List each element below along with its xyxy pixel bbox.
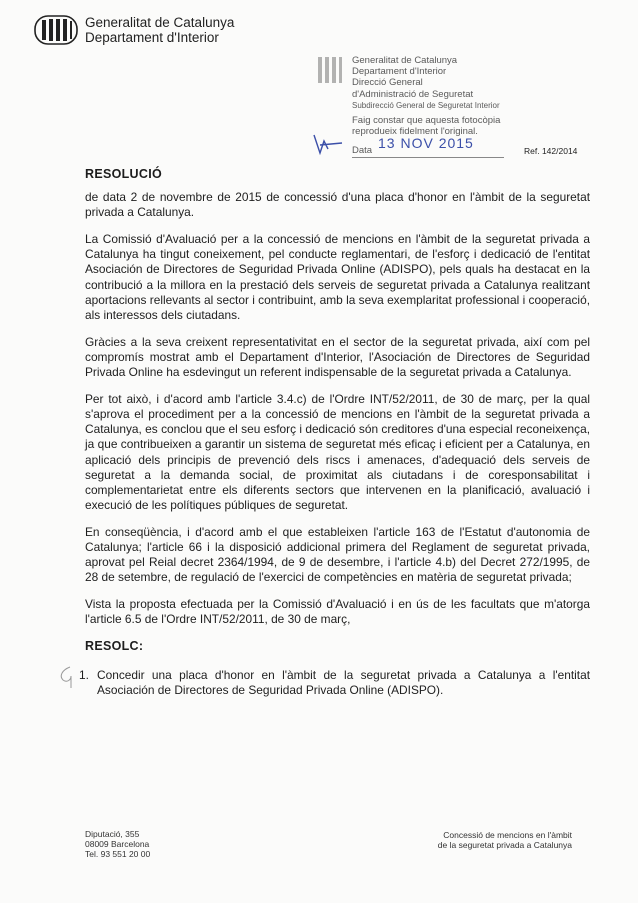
stamp-date-value: 13 NOV 2015 [378, 135, 474, 151]
paragraph-3: Gràcies a la seva creixent representativitat en el sector de la seguretat privada, així com pel compromís mostrat amb el Departament d'Interior, l'Asociación de Directores de Seguridad Privada Online ha esdevingut un referent indispensable de la seguretat privada a Catalunya. [85, 334, 590, 380]
generalitat-logo [34, 15, 78, 45]
document-body [79, 190, 590, 699]
footer-subject [410, 830, 572, 850]
handwritten-signature [310, 131, 350, 157]
org-line-2: Departament d'Interior [85, 30, 219, 45]
stamp-line-2: Departament d'Interior [352, 66, 447, 78]
document-title: RESOLUCIÓ [85, 167, 163, 181]
reference-number: Ref. 142/2014 [524, 146, 578, 156]
paragraph-4: Per tot això, i d'acord amb l'article 3.4.c) de l'Ordre INT/52/2011, de 30 de març, per la qual s'aprova el procediment per a la concessió de mencions en l'àmbit de la seguretat privada a Catalunya, es conclou que el seu esforç i dedicació són creditores d'una especial reconeixença, ja que contribueixen a garantir un sistema de seguretat més eficaç i eficient per a Catalunya, en aplicació dels principis de prevenció dels riscs i amenaces, d'adequació dels serveis de seguretat a la demanda social, de proximitat als ciutadans i de coresponsabilitat i complementarietat entre els diferents sectors que intervenen en la planificació, avaluació i execució de les polítiques públiques de seguretat. [85, 391, 590, 513]
stamp-date-line [352, 135, 504, 158]
stamp-line-4: d'Administració de Seguretat [352, 88, 474, 100]
resolc-heading: RESOLC: [85, 639, 144, 654]
stamp-date-label: Data [352, 145, 373, 156]
footer-address-line-2: 08009 Barcelona [85, 839, 150, 849]
org-line-1: Generalitat de Catalunya [85, 15, 235, 30]
stamp-logo-icon [316, 55, 344, 85]
paragraph-5: En conseqüència, i d'acord amb el que estableixen l'article 163 de l'Estatut d'autonomia de Catalunya; l'article 66 i la disposició addicional primera del Reglament de seguretat privada, aprovat pel Reial decret 2364/1994, de 9 de desembre, i l'article 4.b) del Decret 272/1995, de 28 de setembre, de regulació de l'exercici de competències en matèria de seguretat privada; [85, 524, 590, 585]
stamp-line-1: Generalitat de Catalunya [352, 55, 458, 66]
resolution-item-1 [79, 668, 590, 698]
paragraph-6: Vista la proposta efectuada per la Comissió d'Avaluació i en ús de les facultats que m'atorga l'article 6.5 de l'Ordre INT/52/2011, de 30 de març, [85, 597, 590, 627]
paragraph-2: La Comissió d'Avaluació per a la concessió de mencions en l'àmbit de la seguretat privada a Catalunya ha tingut coneixement, pel conducte reglamentari, de l'esforç i dedicació de l'entitat Asociación de Directores de Seguridad Privada Online (ADISPO), pels quals ha destacat en la contribució a la millora en la prestació dels serveis de seguretat privada a Catalunya realitzant aportacions rellevants al sector i contribuint, amb la seva exemplaritat professional i cooperació, als interessos dels ciutadans. [85, 231, 590, 322]
footer-address-line-3: Tel. 93 551 20 00 [85, 849, 151, 859]
footer-address-line-1: Diputació, 355 [85, 829, 140, 839]
handwritten-mark [56, 664, 76, 690]
organization-name [85, 15, 234, 45]
certification-stamp [316, 51, 511, 159]
paragraph-1: de data 2 de novembre de 2015 de concessió d'una placa d'honor en l'àmbit de la seguretat privada a Catalunya. [85, 190, 590, 220]
footer-address [85, 829, 150, 859]
stamp-copy-1: Faig constar que aquesta fotocòpia [352, 115, 501, 126]
footer-subject-line-1: Concessió de mencions en l'àmbit [443, 830, 572, 840]
footer-subject-line-2: de la seguretat privada a Catalunya [437, 840, 572, 850]
stamp-line-3: Direcció General [352, 77, 423, 89]
stamp-copy-2: reprodueix fidelment l'original. [352, 126, 478, 137]
item-text: Concedir una placa d'honor en l'àmbit de la seguretat privada a Catalunya a l'entitat Asociación de Directores de Seguridad Privada Online (ADISPO). [97, 668, 590, 698]
stamp-line-5: Subdirecció General de Seguretat Interior [352, 100, 500, 110]
item-number: 1. [79, 668, 89, 683]
